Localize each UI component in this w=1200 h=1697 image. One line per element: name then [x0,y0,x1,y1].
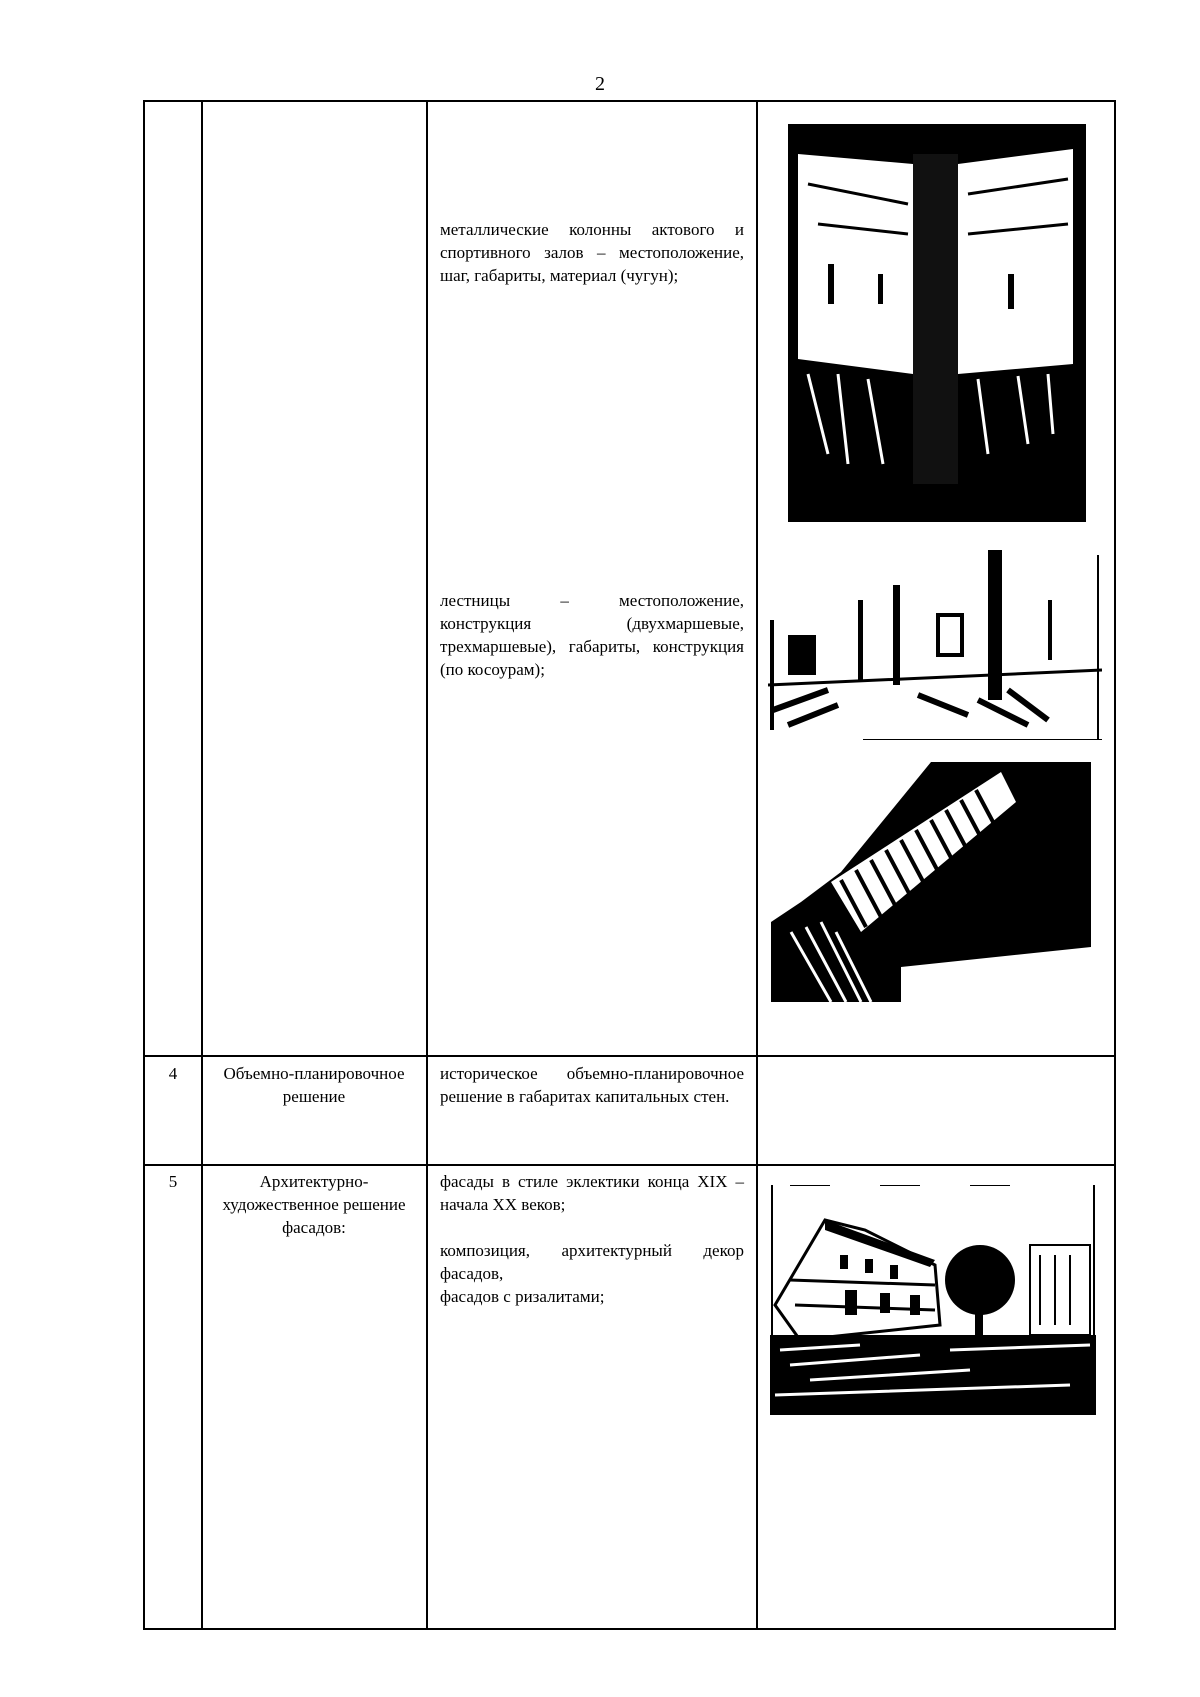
item-composition-decor: композиция, архитектурный декор фасадов, [440,1241,744,1283]
table-border-bottom [143,1628,1116,1630]
sports-hall-photo [768,550,1102,740]
item-volume-planning: историческое объемно-планировочное решение в габаритах капитальных стен. [440,1064,744,1106]
facade-photo [770,1185,1096,1415]
row-number: 5 [168,1172,178,1191]
row-divider-2 [143,1164,1116,1166]
item-staircases: лестницы – местоположение, конструкция (двухмаршевые, трехмаршевые), габариты, конструкция (по косоурам); [440,591,744,679]
item-metal-columns: металлические колонны актового и спортивного залов – местоположение, шаг, габариты, материал (чугун); [440,220,744,285]
item-eclectic-facades: фасады в стиле эклектики конца XIX – начала XX веков; [440,1172,744,1214]
table-border-left [143,100,145,1630]
page-number: 2 [595,73,605,95]
row-number: 4 [168,1064,178,1083]
row-title: Объемно-планировочное решение [223,1064,405,1106]
protected-elements-table [143,100,1116,1630]
row-title: Архитектурно-художественное решение фасадов: [222,1172,406,1237]
item-risalits: фасадов с ризалитами; [440,1287,605,1306]
row-divider-1 [143,1055,1116,1057]
column-divider-2 [426,100,428,1630]
staircase-photo [771,762,1091,1002]
column-divider-3 [756,100,758,1630]
table-border-top [143,100,1116,102]
table-border-right [1114,100,1116,1630]
column-divider-1 [201,100,203,1630]
column-hall-photo [788,124,1086,522]
